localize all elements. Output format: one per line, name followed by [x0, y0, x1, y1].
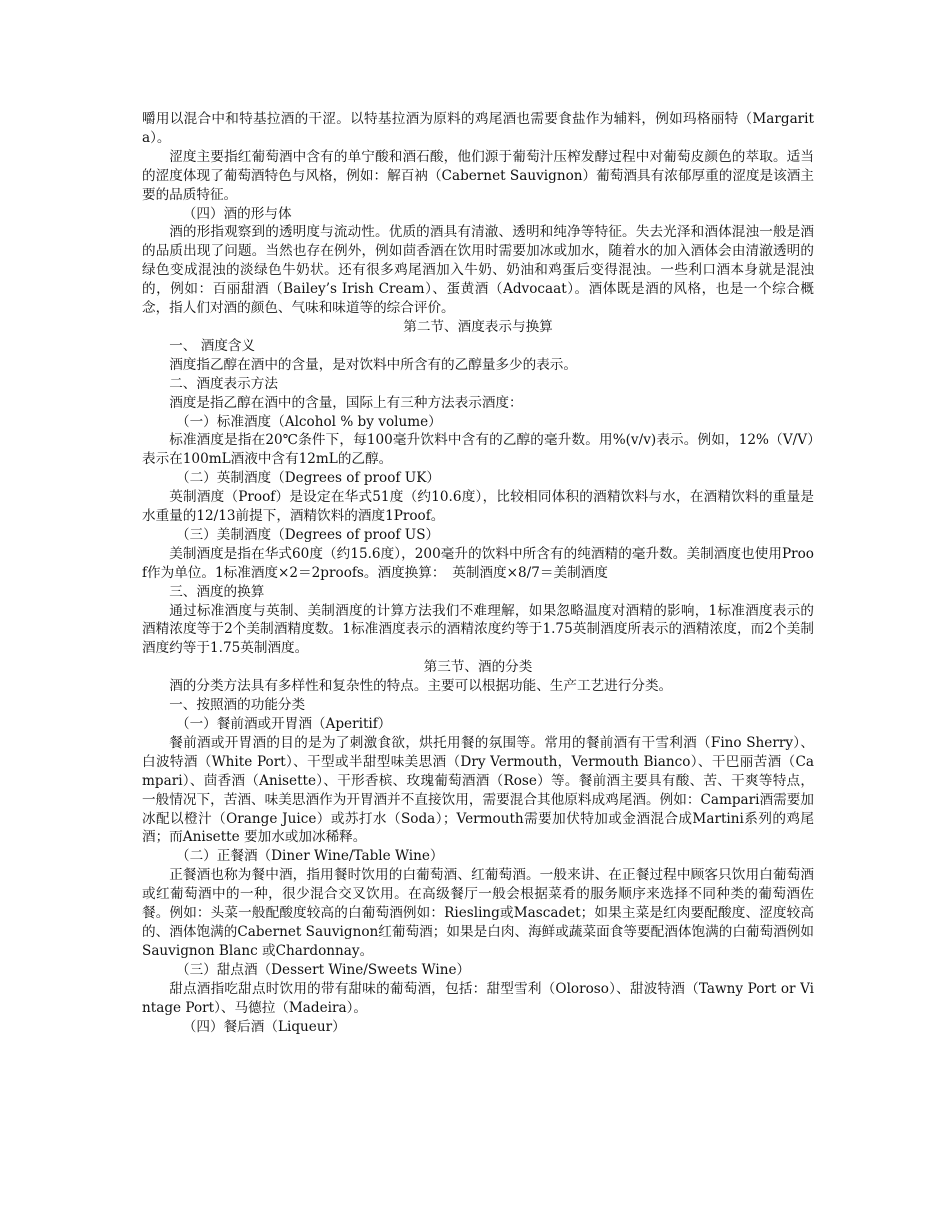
subheading-form-and-body: （四）酒的形与体: [182, 205, 292, 222]
section-heading-3: 第三节、酒的分类: [423, 659, 533, 676]
paragraph-uk-proof: 英制酒度（Proof）是设定在华式51度（约10.6度），比较相同体积的酒精饮料与水，在酒精饮料的重量是水重量的12/13前提下，酒精饮料的酒度1Proof。: [142, 489, 814, 525]
paragraph-tequila-salt: 嚼用以混合中和特基拉酒的干涩。以特基拉酒为原料的鸡尾酒也需要食盐作为辅料，例如玛格丽特（Margarita）。: [142, 111, 814, 146]
section-heading-2: 第二节、酒度表示与换算: [403, 318, 553, 335]
subheading-table-wine: （二）正餐酒（Diner Wine/Table Wine）: [176, 848, 444, 865]
subheading-dessert-wine: （三）甜点酒（Dessert Wine/Sweets Wine）: [176, 961, 471, 978]
paragraph-abv-meaning: 酒度指乙醇在酒中的含量，是对饮料中所含有的乙醇量多少的表示。: [169, 356, 577, 373]
paragraph-form-and-body: 酒的形指观察到的透明度与流动性。优质的酒具有清澈、透明和纯净等特征。失去光泽和酒体混浊一般是酒的品质出现了问题。当然也存在例外，例如茴香酒在饮用时需要加冰或加水，随着水的加入酒体会由清澈透明的绿色变成混浊的淡绿色牛奶状。还有很多鸡尾酒加入牛奶、奶油和鸡蛋后变得混浊。一些利口酒本身就是混浊的，例如：百丽甜酒（Bailey’s Irish Cream）、蛋黄酒（Advocaat）。酒体既是酒的风格，也是一个综合概念，指人们对酒的颜色、气味和味道等的综合评价。: [142, 224, 814, 317]
subheading-aperitif: （一）餐前酒或开胃酒（Aperitif）: [176, 716, 392, 732]
paragraph-classification: 酒的分类方法具有多样性和复杂性的特点。主要可以根据功能、生产工艺进行分类。: [169, 678, 673, 695]
heading-abv-conversion: 三、酒度的换算: [169, 583, 265, 600]
document-body: [142, 110, 814, 1036]
heading-abv-meaning: 一、 酒度含义: [169, 337, 256, 354]
paragraph-dessert-wine: 甜点酒指吃甜点时饮用的带有甜味的葡萄酒，包括：甜型雪利（Oloroso）、甜波特酒（Tawny Port or Vintage Port）、马德拉（Madeira）。: [142, 980, 814, 1016]
subheading-liqueur: （四）餐后酒（Liqueur）: [182, 1018, 346, 1035]
paragraph-us-proof: 美制酒度是指在华式60度（约15.6度），200毫升的饮料中所含有的纯酒精的毫升数。美制酒度也使用Proof作为单位。1标准酒度×2＝2proofs。酒度换算： 英制酒度×8/7＝美制酒度: [142, 545, 814, 581]
paragraph-astringency: 涩度主要指红葡萄酒中含有的单宁酸和酒石酸，他们源于葡萄汁压榨发酵过程中对葡萄皮颜色的萃取。适当的涩度体现了葡萄酒特色与风格，例如：解百衲（Cabernet Sauvignon）葡萄酒具有浓郁厚重的涩度是该酒主要的品质特征。: [142, 148, 814, 203]
heading-abv-methods: 二、酒度表示方法: [169, 375, 278, 392]
paragraph-abv-methods: 酒度是指乙醇在酒中的含量，国际上有三种方法表示酒度：: [169, 394, 523, 411]
paragraph-table-wine: 正餐酒也称为餐中酒，指用餐时饮用的白葡萄酒、红葡萄酒。一般来讲、在正餐过程中顾客只饮用白葡萄酒或红葡萄酒中的一种，很少混合交叉饮用。在高级餐厅一般会根据菜肴的服务顺序来选择不同种类的葡萄酒佐餐。例如：头菜一般配酸度较高的白葡萄酒例如：Riesling或Mascadet；如果主菜是红肉要配酸度、涩度较高的、酒体饱满的Cabernet Sauvignon红葡萄酒；如果是白肉、海鲜或蔬菜面食等要配酒体饱满的白葡萄酒例如Sauvignon Blanc 或Chardonnay。: [142, 867, 814, 959]
subheading-standard-abv: （一）标准酒度（Alcohol % by volume）: [176, 413, 442, 430]
paragraph-aperitif: 餐前酒或开胃酒的目的是为了刺激食欲，烘托用餐的氛围等。常用的餐前酒有干雪利酒（Fino Sherry）、白波特酒（White Port）、干型或半甜型味美思酒（Dry Vermouth，Vermouth Bianco）、干巴丽苦酒（Campari）、茴香酒（Anisette）、干形香槟、玫瑰葡萄酒酒（Rose）等。餐前酒主要具有酸、苦、干爽等特点，一般情况下，苦酒、味美思酒作为开胃酒并不直接饮用，需要混合其他原料成鸡尾酒。例如：Campari酒需要加冰配以橙汁（Orange Juice）或苏打水（Soda）；Vermouth需要加伏特加或金酒混合成Martini系列的鸡尾酒；而Anisette 要加水或加冰稀释。: [142, 734, 814, 846]
paragraph-abv-conversion: 通过标准酒度与英制、美制酒度的计算方法我们不难理解，如果忽略温度对酒精的影响，1标准酒度表示的酒精浓度等于2个美制酒精度数。1标准酒度表示的酒精浓度约等于1.75英制酒度所表示的酒精浓度，而2个美制酒度约等于1.75英制酒度。: [142, 602, 814, 657]
paragraph-standard-abv: 标准酒度是指在20℃条件下，每100毫升饮料中含有的乙醇的毫升数。用%(v/v)表示。例如，12%（V/V）表示在100mL酒液中含有12mL的乙醇。: [142, 432, 814, 468]
subheading-uk-proof: （二）英制酒度（Degrees of proof UK）: [176, 470, 440, 487]
heading-by-function: 一、按照酒的功能分类: [169, 697, 306, 714]
subheading-us-proof: （三）美制酒度（Degrees of proof US）: [176, 526, 440, 543]
